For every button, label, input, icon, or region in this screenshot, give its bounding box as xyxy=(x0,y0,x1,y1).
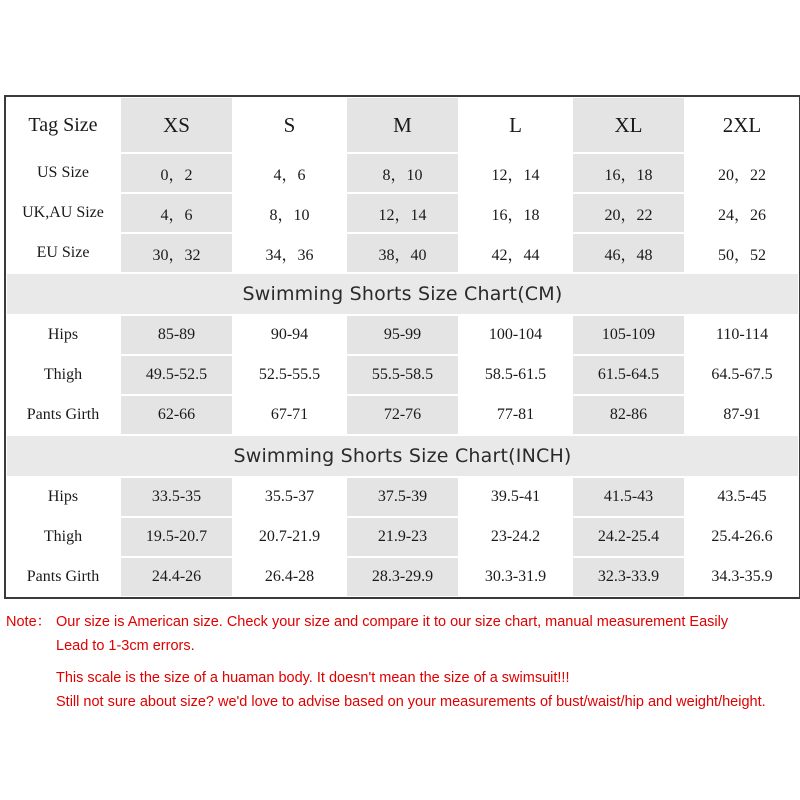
note-row-1 xyxy=(6,610,798,634)
note-line-2: Lead to 1-3cm errors. xyxy=(56,638,195,654)
header-row xyxy=(6,97,799,153)
table-cell: 20.7-21.9 xyxy=(233,517,346,557)
table-cell: 64.5-67.5 xyxy=(685,355,799,395)
conversion-row xyxy=(6,193,799,233)
tag-size-label: Tag Size xyxy=(6,97,120,153)
table-cell: 62-66 xyxy=(120,395,233,435)
table-cell: 43.5-45 xyxy=(685,477,799,517)
table-cell: 28.3-29.9 xyxy=(346,557,459,597)
table-cell: 55.5-58.5 xyxy=(346,355,459,395)
note-line-4: Still not sure about size? we'd love to advise based on your measurements of bust/waist/hip and weight/height. xyxy=(56,694,766,710)
inch-section-title: Swimming Shorts Size Chart(INCH) xyxy=(6,435,799,477)
table-cell: 39.5-41 xyxy=(459,477,572,517)
table-cell: 77-81 xyxy=(459,395,572,435)
row-label: UK,AU Size xyxy=(6,193,120,233)
table-cell: 67-71 xyxy=(233,395,346,435)
inch-section-title-row xyxy=(6,435,799,477)
table-cell: 100-104 xyxy=(459,315,572,355)
note-line-3: This scale is the size of a huaman body. It doesn't mean the size of a swimsuit!!! xyxy=(56,670,570,686)
table-cell: 105-109 xyxy=(572,315,685,355)
note-row-3 xyxy=(6,666,798,690)
size-header-cell: XL xyxy=(572,97,685,153)
table-cell: 82-86 xyxy=(572,395,685,435)
table-cell: 42，44 xyxy=(459,233,572,273)
table-cell: 20，22 xyxy=(572,193,685,233)
table-cell: 25.4-26.6 xyxy=(685,517,799,557)
measurement-row xyxy=(6,315,799,355)
table-cell: 50，52 xyxy=(685,233,799,273)
table-cell: 41.5-43 xyxy=(572,477,685,517)
table-cell: 24.4-26 xyxy=(120,557,233,597)
table-cell: 37.5-39 xyxy=(346,477,459,517)
table-cell: 12，14 xyxy=(346,193,459,233)
row-label: Hips xyxy=(6,477,120,517)
table-cell: 4，6 xyxy=(233,153,346,193)
row-label: Thigh xyxy=(6,355,120,395)
table-cell: 49.5-52.5 xyxy=(120,355,233,395)
table-cell: 95-99 xyxy=(346,315,459,355)
size-header-cell: M xyxy=(346,97,459,153)
table-cell: 30，32 xyxy=(120,233,233,273)
note-prefix: Note： xyxy=(6,614,52,630)
cm-section-title-row xyxy=(6,273,799,315)
measurement-row xyxy=(6,477,799,517)
measurement-row xyxy=(6,517,799,557)
cm-section-title: Swimming Shorts Size Chart(CM) xyxy=(6,273,799,315)
conversion-row xyxy=(6,153,799,193)
table-cell: 46，48 xyxy=(572,233,685,273)
size-header-cell: XS xyxy=(120,97,233,153)
table-cell: 21.9-23 xyxy=(346,517,459,557)
table-cell: 85-89 xyxy=(120,315,233,355)
row-label: Pants Girth xyxy=(6,557,120,597)
row-label: Thigh xyxy=(6,517,120,557)
table-cell: 90-94 xyxy=(233,315,346,355)
table-cell: 8，10 xyxy=(233,193,346,233)
table-cell: 23-24.2 xyxy=(459,517,572,557)
table-cell: 32.3-33.9 xyxy=(572,557,685,597)
table-cell: 110-114 xyxy=(685,315,799,355)
table-cell: 24.2-25.4 xyxy=(572,517,685,557)
table-cell: 12，14 xyxy=(459,153,572,193)
size-header-cell: S xyxy=(233,97,346,153)
row-label: US Size xyxy=(6,153,120,193)
row-label: Pants Girth xyxy=(6,395,120,435)
table-cell: 4，6 xyxy=(120,193,233,233)
note-line-1: Our size is American size. Check your size and compare it to our size chart, manual measurement Easily xyxy=(56,614,729,630)
measurement-row xyxy=(6,557,799,597)
table-cell: 34.3-35.9 xyxy=(685,557,799,597)
size-header-cell: 2XL xyxy=(685,97,799,153)
table-cell: 24，26 xyxy=(685,193,799,233)
table-cell: 0，2 xyxy=(120,153,233,193)
table-cell: 30.3-31.9 xyxy=(459,557,572,597)
table-cell: 61.5-64.5 xyxy=(572,355,685,395)
measurement-row xyxy=(6,395,799,435)
measurement-row xyxy=(6,355,799,395)
size-notes xyxy=(6,610,798,714)
table-cell: 38，40 xyxy=(346,233,459,273)
row-label: EU Size xyxy=(6,233,120,273)
table-cell: 34，36 xyxy=(233,233,346,273)
table-cell: 16，18 xyxy=(572,153,685,193)
table-cell: 58.5-61.5 xyxy=(459,355,572,395)
table-cell: 35.5-37 xyxy=(233,477,346,517)
note-row-4 xyxy=(6,690,798,714)
table-cell: 33.5-35 xyxy=(120,477,233,517)
note-row-2 xyxy=(6,634,798,658)
table-cell: 19.5-20.7 xyxy=(120,517,233,557)
table-cell: 26.4-28 xyxy=(233,557,346,597)
table-cell: 8，10 xyxy=(346,153,459,193)
size-chart-table xyxy=(4,95,800,599)
table-cell: 52.5-55.5 xyxy=(233,355,346,395)
table-cell: 87-91 xyxy=(685,395,799,435)
table-cell: 16，18 xyxy=(459,193,572,233)
conversion-row xyxy=(6,233,799,273)
row-label: Hips xyxy=(6,315,120,355)
size-header-cell: L xyxy=(459,97,572,153)
table-cell: 20，22 xyxy=(685,153,799,193)
table-cell: 72-76 xyxy=(346,395,459,435)
